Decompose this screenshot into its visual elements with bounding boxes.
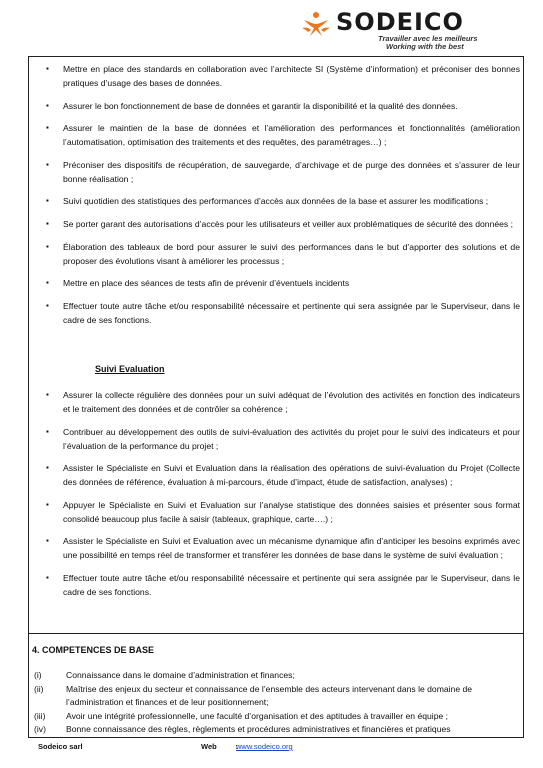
competence-number: (ii) (34, 683, 44, 694)
competence-item (34, 710, 520, 724)
list-item: ▪ Se porter garant des autorisations d’accès pour les utilisateurs et veiller aux problématiques de sécurité des données ; (46, 217, 520, 231)
list-item: ▪ Assurer le maintien de la base de données et l’amélioration des performances et fonctionnalités (amélioration l’automatisation, optimisation des traitements et des requêtes, des paramétrages…) ; (46, 121, 520, 149)
suivi-evaluation-list (46, 388, 520, 608)
footer-company: Sodeico sarl (38, 742, 83, 751)
sodeico-logo (300, 8, 532, 50)
competence-text: Maîtrise des enjeux du secteur et connaissance de l’ensemble des acteurs intervenant dans le domaine de l’administration et finances et de leur positionnement; (66, 683, 473, 707)
competence-number: (i) (34, 670, 42, 680)
list-item: ▪ Préconiser des dispositifs de récupération, de sauvegarde, d’archivage et de purge des données et s’assurer de leur bonne réalisation ; (46, 158, 520, 186)
tagline-line-1: Travailler avec les meilleurs (378, 34, 478, 43)
footer-web-link[interactable]: www.sodeico.org (236, 742, 293, 751)
competences-heading: 4. COMPETENCES DE BASE (32, 645, 155, 655)
list-item: ▪ Assurer la collecte régulière des données pour un suivi adéquat de l’évolution des activités en fonction des indicateurs et le traitement des données et de contrôler sa cohérence ; (46, 388, 520, 416)
list-item: ▪ Effectuer toute autre tâche et/ou responsabilité nécessaire et pertinente qui sera assignée par le Superviseur, dans le cadre de ses fonctions. (46, 571, 520, 599)
brand-name: SODEICO (336, 8, 464, 36)
list-item: ▪ Assister le Spécialiste en Suivi et Evaluation dans la réalisation des opérations de suivi-évaluation du Projet (Collecte des données de référence, évaluation à mi-parcours, étude d’impact, étude de satisfaction, analyses) ; (46, 461, 520, 489)
competence-item (34, 683, 520, 710)
list-item: ▪ Assister le Spécialiste en Suivi et Evaluation avec un mécanisme dynamique afin d’anticiper les besoins exprimés avec une possibilité en temps réel de transformer et transférer les données de base dans le système de suivi évaluation ; (46, 534, 520, 562)
list-item: ▪ Contribuer au développement des outils de suivi-évaluation des activités du projet pour le suivi des indicateurs et pour l’évaluation de la performance du projet ; (46, 425, 520, 453)
list-item: ▪ Effectuer toute autre tâche et/ou responsabilité nécessaire et pertinente qui sera assignée par le Superviseur, dans le cadre de ses fonctions. (46, 299, 520, 327)
competence-text: Avoir une intégrité professionnelle, une faculté d’organisation et des aptitudes à travailler en équipe ; (66, 710, 449, 721)
competence-number: (iv) (34, 724, 46, 734)
tagline-line-2: Working with the best (386, 42, 464, 51)
sodeico-logo-icon (300, 8, 332, 40)
competence-item (34, 669, 520, 683)
list-item: ▪ Mettre en place des séances de tests afin de prévenir d’éventuels incidents (46, 276, 520, 290)
suivi-evaluation-heading: Suivi Evaluation (95, 364, 165, 374)
section-divider (28, 633, 524, 634)
list-item: ▪ Mettre en place des standards en collaboration avec l’architecte SI (Système d’information) et préconiser des bonnes pratiques d’usage des bases de données. (46, 62, 520, 90)
list-item: ▪ Suivi quotidien des statistiques des performances d’accès aux données de la base et assurer les modifications ; (46, 194, 520, 208)
list-item: ▪ Assurer le bon fonctionnement de base de données et garantir la disponibilité et la qualité des données. (46, 99, 520, 113)
footer-web-label: Web : (201, 742, 238, 751)
list-item: ▪ Appuyer le Spécialiste en Suivi et Evaluation sur l’analyse statistique des données saisies et présenter sous format consolidé beaucoup plus facile à saisir (tableaux, graphique, carte….) ; (46, 498, 520, 526)
competence-number: (iii) (34, 710, 46, 721)
responsibilities-list (46, 62, 520, 335)
list-item: ▪ Élaboration des tableaux de bord pour assurer le suivi des performances dans le but d’apporter des solutions et de proposer des évolutions visant à améliorer les processus ; (46, 240, 520, 268)
competences-list (34, 669, 520, 737)
competence-text: Bonne connaissance des règles, règlements et procédures administratives et financières et pratiques (66, 724, 451, 734)
competence-item (34, 723, 520, 737)
competence-text: Connaissance dans le domaine d’administration et finances; (66, 670, 295, 680)
brand-tagline (378, 35, 528, 51)
